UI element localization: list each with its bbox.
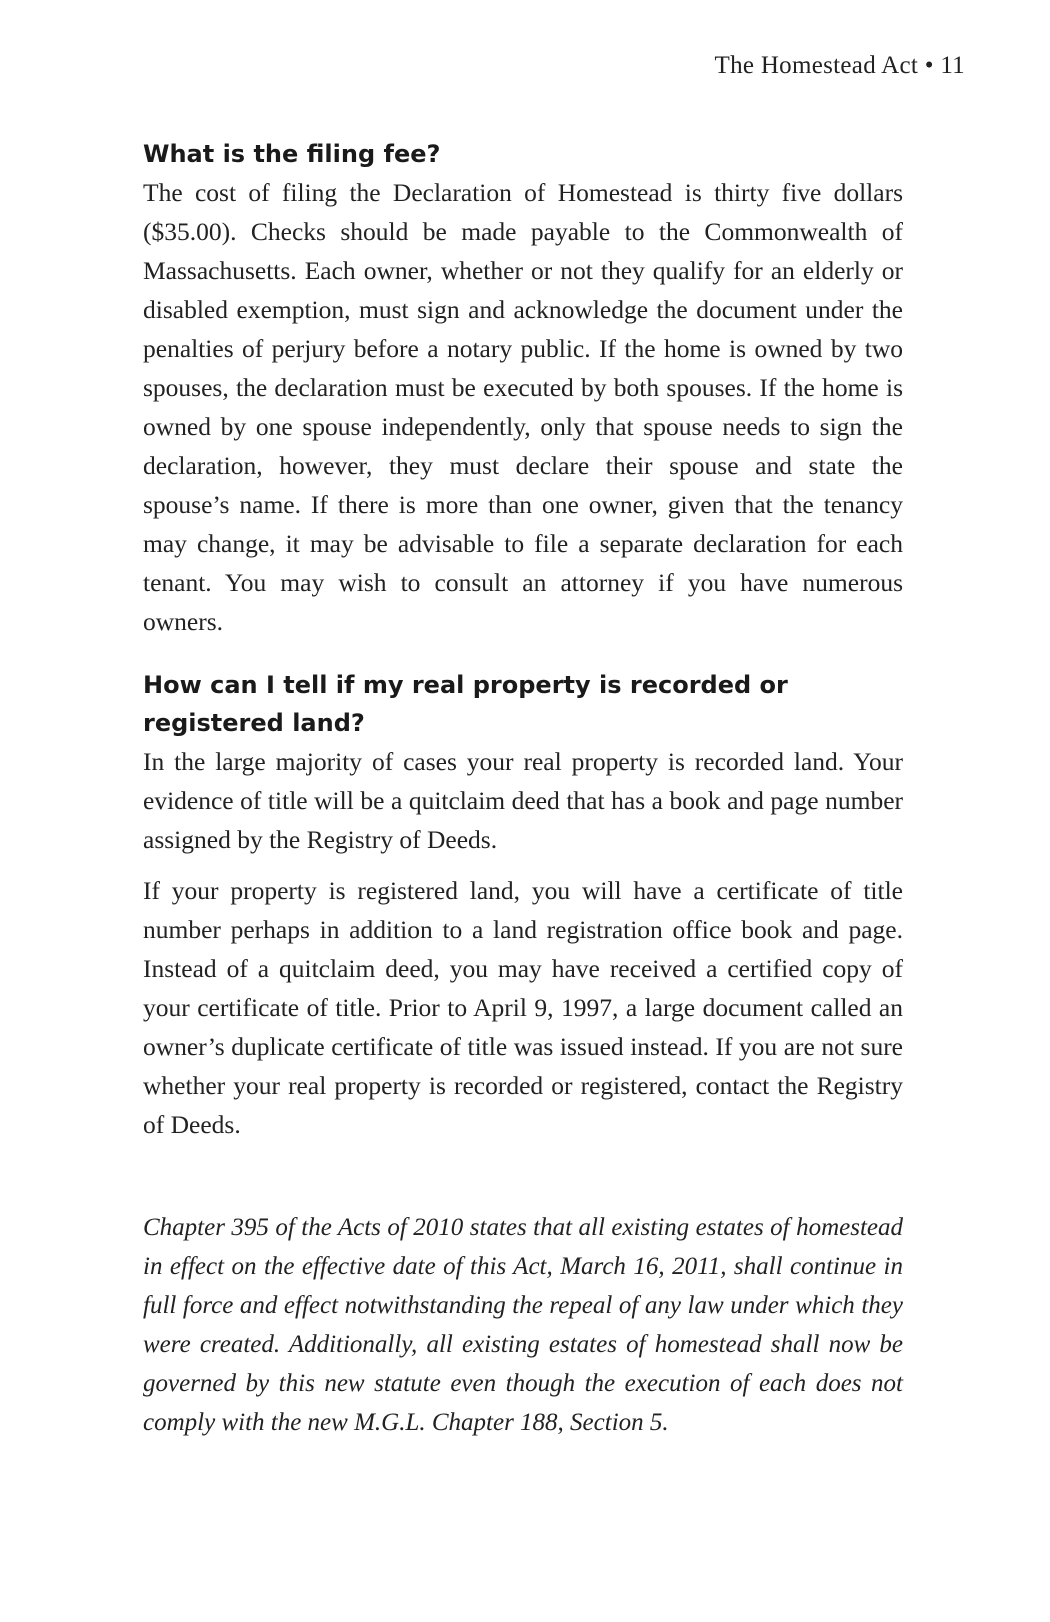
italic-note: Chapter 395 of the Acts of 2010 states that all existing estates of homestead in effect on the effective date of this Act, March 16, 2011, shall continue in full force and effect notwithstanding the repeal of any law under which they were created. Additionally, all existing estates of homestead shall now be governed by this new statute even though the execution of each does not comply with the new M.G.L. Chapter 188, Section 5. — [143, 1214, 903, 1436]
page-body — [143, 135, 903, 1467]
paragraph: In the large majority of cases your real property is recorded land. Your evidence of title will be a quitclaim deed that has a book and page number assigned by the Registry of Deeds. — [143, 747, 903, 854]
section-heading: How can I tell if my real property is recorded or registered land? — [143, 671, 788, 737]
paragraph: If your property is registered land, you will have a certificate of title number perhaps in addition to a land registration office book and page. Instead of a quitclaim deed, you may have received a certified copy of your certificate of title. Prior to April 9, 1997, a large document called an owner’s duplicate certificate of title was issued instead. If you are not sure whether your real property is recorded or registered, contact the Registry of Deeds. — [143, 876, 903, 1139]
section-heading: What is the filing fee? — [143, 140, 441, 168]
section-filing-fee — [143, 135, 903, 641]
running-head: The Homestead Act • 11 — [714, 52, 965, 79]
section-recorded-or-registered — [143, 666, 903, 1144]
paragraph: The cost of filing the Declaration of Homestead is thirty five dollars ($35.00). Checks should be made payable to the Commonwealth of Massachusetts. Each owner, whether or not they qualify for an elderly or disabled exemption, must sign and acknowledge the document under the penalties of perjury before a notary public. If the home is owned by two spouses, the declaration must be executed by both spouses. If the home is owned by one spouse independently, only that spouse needs to sign the declaration, however, they must declare their spouse and state the spouse’s name. If there is more than one owner, given that the tenancy may change, it may be advisable to file a separate declaration for each tenant. You may wish to consult an attorney if you have numerous owners. — [143, 178, 903, 636]
